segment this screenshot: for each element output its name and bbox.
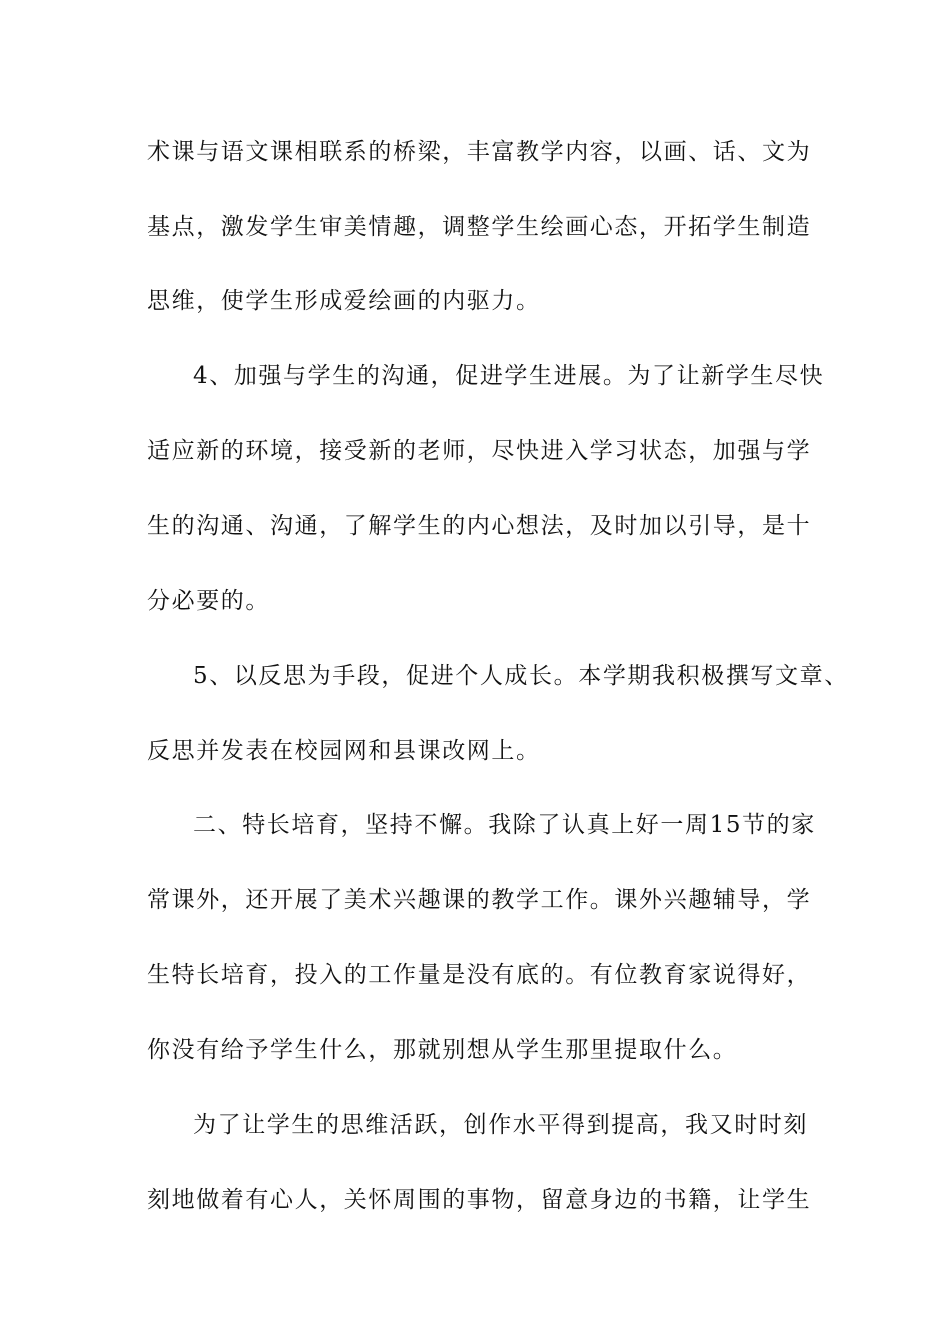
paragraph-start-line: 二、特长培育，坚持不懈。我除了认真上好一周15节的家 <box>193 812 816 838</box>
text-line: 适应新的环境，接受新的老师，尽快进入学习状态，加强与学 <box>147 438 812 464</box>
text-line: 思维，使学生形成爱绘画的内驱力。 <box>147 288 541 314</box>
text-line: 反思并发表在校园网和县课改网上。 <box>147 738 541 764</box>
paragraph-start-line: 为了让学生的思维活跃，创作水平得到提高，我又时时刻 <box>193 1112 808 1138</box>
text-line: 你没有给予学生什么，那就别想从学生那里提取什么。 <box>147 1037 738 1063</box>
text-line: 基点，激发学生审美情趣，调整学生绘画心态，开拓学生制造 <box>147 214 812 240</box>
paragraph-start-line: 4、加强与学生的沟通，促进学生进展。为了让新学生尽快 <box>193 363 825 389</box>
paragraph-start-line: 5、以反思为手段，促进个人成长。本学期我积极撰写文章、 <box>193 663 849 689</box>
text-line: 刻地做着有心人，关怀周围的事物，留意身边的书籍，让学生 <box>147 1187 812 1213</box>
text-line: 常课外，还开展了美术兴趣课的教学工作。课外兴趣辅导，学 <box>147 887 812 913</box>
text-line: 生特长培育，投入的工作量是没有底的。有位教育家说得好， <box>147 962 812 988</box>
text-line: 生的沟通、沟通，了解学生的内心想法，及时加以引导，是十 <box>147 513 812 539</box>
text-line: 分必要的。 <box>147 588 270 614</box>
text-line: 术课与语文课相联系的桥梁，丰富教学内容，以画、话、文为 <box>147 139 812 165</box>
